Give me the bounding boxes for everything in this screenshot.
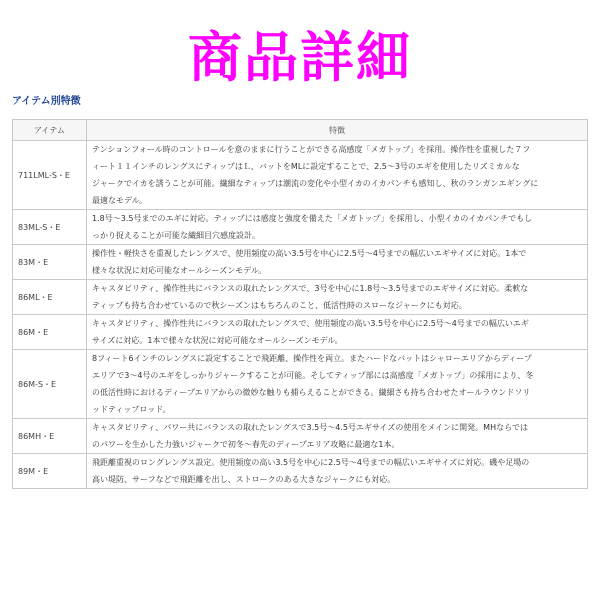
table-body — [13, 141, 588, 489]
feature-text-line: テンションフォール時のコントロールを意のままに行うことができる高感度「メガトップ」を採用。操作性を重視した７フ — [92, 145, 531, 154]
table-row — [13, 245, 588, 280]
feature-text-line: 最適なモデル。 — [92, 196, 147, 205]
column-header-item: アイテム — [13, 120, 87, 141]
feature-text-line: エリアで3～4号のエギをしっかりジャークすることが可能。そしてティップ部には高感度「メガトップ」の採用により、冬 — [92, 371, 534, 380]
feature-text-line: ッドティップロッド。 — [92, 405, 171, 414]
feature-text-line: キャスタビリティ、操作性共にバランスの取れたレングスで、使用頻度の高い3.5号を中心に2.5号～4号までの幅広いエギ — [92, 319, 529, 328]
feature-description-cell — [87, 454, 588, 489]
table-row — [13, 141, 588, 210]
column-header-features: 特徴 — [87, 120, 588, 141]
table-row — [13, 280, 588, 315]
feature-text-line: 高い堤防、サーフなどで飛距離を出し、ストロークのある大きなジャークにも対応。 — [92, 475, 396, 484]
section-title: アイテム別特徴 — [12, 96, 81, 107]
feature-text-line: 飛距離重視のロングレングス設定。使用頻度の高い3.5号を中心に2.5号～4号までの幅広いエギサイズに対応。磯や足場の — [92, 458, 530, 467]
item-name-cell: 86M-S・E — [13, 350, 87, 419]
feature-text-line: キャスタビリティ、パワー共にバランスの取れたレングスで3.5号～4.5号エギサイズの使用をメインに開発。MHならでは — [92, 423, 528, 432]
feature-text-line: ジャークでイカを誘うことが可能。繊細なティップは潮流の変化や小型イカのイカパンチも感知し、秋のランガンエギングに — [92, 179, 539, 188]
feature-text-line: 1.8号～3.5号までのエギに対応。ティップには感度と強度を備えた「メガトップ」を採用し、小型イカのイカパンチでもし — [92, 214, 533, 223]
feature-description-cell — [87, 419, 588, 454]
feature-description-cell — [87, 350, 588, 419]
feature-description-cell — [87, 210, 588, 245]
feature-text-line: サイズに対応。1本で様々な状況に対応可能なオールシーズンモデル。 — [92, 336, 343, 345]
table-row — [13, 454, 588, 489]
feature-text-line: の低活性時におけるディープエリアからの微妙な触りも捕らえることができる。繊細さも持ち合わせたオールラウンドソリ — [92, 388, 531, 397]
feature-description-cell — [87, 315, 588, 350]
table-row — [13, 419, 588, 454]
feature-text-line: 操作性・軽快さを重視したレングスで、使用頻度の高い3.5号を中心に2.5号～4号までの幅広いエギサイズに対応。1本で — [92, 249, 527, 258]
feature-text-line: ィート１１インチのレングスにティップはＬ、バットをMLに設定することで、2.5～3号のエギを使用したリズミカルな — [92, 162, 520, 171]
feature-description-cell — [87, 245, 588, 280]
feature-text-line: のパワーを生かした力強いジャークで初冬～春先のディープエリア攻略に最適な1本。 — [92, 440, 400, 449]
item-name-cell: 711LML-S・E — [13, 141, 87, 210]
page-banner-title: 商品詳細 — [188, 26, 412, 89]
item-features-table — [12, 119, 588, 489]
item-name-cell: 86ML・E — [13, 280, 87, 315]
feature-text-line: 8フィート6インチのレングスに設定することで飛距離、操作性を両立。またハードなバットはシャローエリアからディープ — [92, 354, 532, 363]
table-header-row — [13, 120, 588, 141]
item-name-cell: 86MH・E — [13, 419, 87, 454]
feature-text-line: っかり捉えることが可能な繊細目穴感度設計。 — [92, 231, 260, 240]
item-name-cell: 83M・E — [13, 245, 87, 280]
feature-description-cell — [87, 280, 588, 315]
item-name-cell: 89M・E — [13, 454, 87, 489]
item-name-cell: 83ML-S・E — [13, 210, 87, 245]
feature-text-line: ティップも持ち合わせているので秋シーズンはもちろんのこと、低活性時のスローなジャークにも対応。 — [92, 301, 467, 310]
feature-text-line: キャスタビリティ、操作性共にバランスの取れたレングスで、3号を中心に1.8号～3.5号までのエギサイズに対応。柔軟な — [92, 284, 529, 293]
feature-description-cell — [87, 141, 588, 210]
table-row — [13, 210, 588, 245]
table-row — [13, 350, 588, 419]
feature-text-line: 様々な状況に対応可能なオールシーズンモデル。 — [92, 266, 267, 275]
table-row — [13, 315, 588, 350]
item-name-cell: 86M・E — [13, 315, 87, 350]
